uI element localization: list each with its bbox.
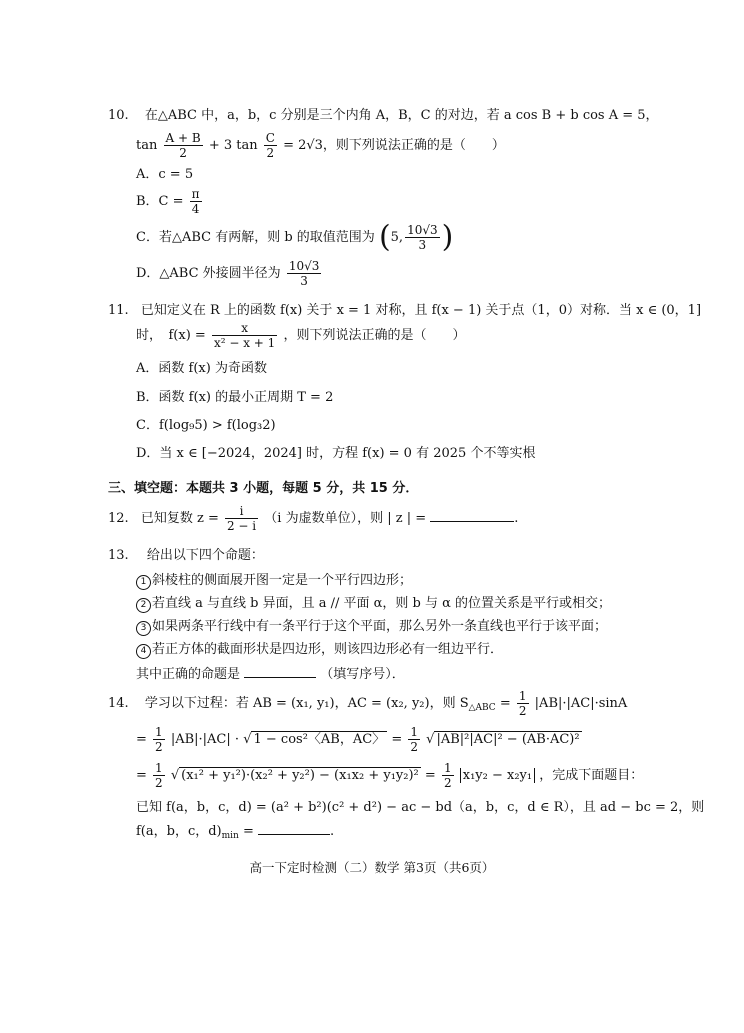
section-3-heading: 三、填空题：本题共 3 小题，每题 5 分，共 15 分． [108, 481, 419, 496]
q14-line2-product: |AB|·|AC| [170, 732, 231, 747]
q13-item-1 [136, 573, 412, 590]
q11-option-c: C．f(log₉5) > f(log₃2) [136, 418, 276, 433]
q14-line2-root-sign-1: √ [243, 732, 252, 747]
q10-number: 10. [108, 108, 129, 123]
q13-item-4-marker: 4 [136, 644, 151, 659]
q14-line2-equals: = [136, 732, 147, 747]
q10-option-b [136, 186, 204, 218]
q11-line2 [136, 320, 465, 352]
q10-option-d [136, 258, 323, 290]
q13-item-4 [136, 642, 503, 659]
q11-line1 [108, 303, 701, 319]
q11-option-d: D．当 x ∈ [−2024，2024] 时，方程 f(x) = 0 有 2025 个不等实根 [136, 446, 536, 461]
q13-answer-blank[interactable] [244, 677, 316, 678]
q10-fraction-c-over-2: $\frac{C}{2}$ [265, 131, 275, 160]
q10-option-c-label: C．若△ABC 有两解，则 b 的取值范围为 [136, 230, 375, 245]
q12-answer-blank[interactable] [430, 521, 514, 522]
q11-option-a: A．函数 f(x) 为奇函数 [136, 361, 267, 376]
q14-line2-half: $\frac{1}{2}$ [155, 725, 163, 754]
q13-item-3-text: 如果两条平行线中有一条平行于这个平面，那么另外一条直线也平行于该平面； [152, 619, 608, 634]
q12-stem-pre: 已知复数 z = [140, 511, 219, 526]
q14-line2-sqrt1: 1 − cos²〈AB，AC〉 [253, 732, 386, 747]
q13-intro-line [108, 548, 264, 564]
q14-line3-post: ，完成下面题目： [539, 768, 644, 783]
q10-stem-line2-end: = 2√3，则下列说法正确的是（ ） [283, 138, 505, 153]
q14-line2-root-sign-2: √ [426, 732, 435, 747]
q14-line2-dot: · [234, 732, 240, 747]
q14-end-period: . [330, 824, 335, 839]
q10-option-c-fraction: $\frac{10√3}{3}$ [407, 223, 438, 252]
q13-item-2-text: 若直线 a 与直线 b 异面，且 a // 平面 α，则 b 与 α 的位置关系是平行或相交； [152, 596, 612, 611]
q14-line3-equals: = [136, 768, 147, 783]
q10-option-c-lower: 5, [390, 230, 404, 245]
q14-line2-half-b: $\frac{1}{2}$ [410, 725, 419, 754]
q14-line1-pre: 学习以下过程：若 AB = (x₁, y₁)，AC = (x₂, y₂)，则 S [144, 696, 469, 711]
q11-stem-line2-end: ，则下列说法正确的是（ ） [283, 328, 466, 343]
q14-line4: 已知 f(a，b，c，d) = (a² + b²)(c² + d²) − ac − bd（a，b，c，d ∈ R），且 ad − bc = 2，则 [136, 800, 705, 815]
q14-line1-post: |AB|·|AC|·sinA [534, 696, 628, 711]
q11-fx-label: 时， f(x) = [136, 328, 206, 343]
q14-line3-equals-b: = [424, 768, 436, 783]
q11-option-b: B．函数 f(x) 的最小正周期 T = 2 [136, 390, 334, 405]
q10-line2 [136, 130, 505, 162]
q13-item-3-marker: 3 [136, 621, 151, 636]
q12-line [108, 503, 518, 535]
q14-line5-equals: = [243, 824, 254, 839]
q13-item-1-marker: 1 [136, 575, 151, 590]
q13-item-2 [136, 596, 611, 613]
q13-intro: 给出以下四个命题： [146, 548, 264, 563]
q10-line1 [108, 108, 659, 124]
q12-stem-post: （i 为虚数单位），则 | z | = [264, 511, 427, 526]
q13-item-2-marker: 2 [136, 598, 151, 613]
q14-answer-blank[interactable] [258, 834, 330, 835]
q10-option-c-paren-close: ) [441, 219, 454, 255]
q13-item-3 [136, 619, 607, 636]
q14-line1 [108, 688, 627, 724]
q13-answer-line [136, 667, 405, 683]
q14-line2 [136, 724, 582, 756]
q14-line3-half: $\frac{1}{2}$ [155, 761, 163, 790]
q13-number: 13. [108, 548, 129, 563]
q11-fraction: $\frac{x}{\text{x² − x + 1}}$ [213, 321, 276, 350]
q10-option-c [136, 220, 453, 256]
page-footer: 高一下定时检测（二）数学 第3页（共6页） [249, 860, 495, 875]
q14-line1-equals: = [499, 696, 511, 711]
q13-answer-post: （填写序号）． [320, 667, 405, 682]
q14-line2-equals-b: = [391, 732, 403, 747]
q14-line3-abs: x₁y₂ − x₂y₁ [460, 768, 535, 783]
q11-stem-line1: 已知定义在 R 上的函数 f(x) 关于 x = 1 对称，且 f(x − 1) 关于点（1，0）对称．当 x ∈ (0，1] [140, 303, 702, 318]
q11-number: 11. [108, 303, 129, 318]
q14-line3-sqrt: (x₁² + y₁²)·(x₂² + y₂²) − (x₁x₂ + y₁y₂)² [181, 768, 419, 783]
q14-line3 [136, 760, 643, 792]
q14-min-subscript: min [221, 831, 239, 841]
q10-option-d-label: D．△ABC 外接圆半径为 [136, 266, 281, 281]
q14-line5 [136, 824, 334, 844]
q10-option-c-paren-open: ( [378, 219, 391, 255]
q10-option-d-fraction: $\frac{10√3}{3}$ [288, 259, 320, 288]
q12-fraction: $\frac{i}{2 - i}$ [226, 504, 257, 533]
q14-line5-pre: f(a，b，c，d) [136, 824, 222, 839]
q10-option-b-label: B．C = [136, 194, 184, 209]
q14-line3-root-sign: √ [170, 768, 180, 783]
q10-tan-label: tan [136, 138, 158, 153]
q14-line1-half: $\frac{1}{2}$ [518, 689, 527, 718]
q10-fraction-a-plus-b: $\frac{A + B}{2}$ [165, 131, 201, 160]
q14-number: 14. [108, 696, 129, 711]
q13-item-1-text: 斜棱柱的侧面展开图一定是一个平行四边形； [152, 573, 413, 588]
q10-option-b-fraction: $\frac{\pi}{4}$ [191, 187, 200, 216]
q10-option-a: A．c = 5 [136, 167, 194, 182]
q14-line2-sqrt2: |AB|²|AC|² − (AB·AC)² [436, 732, 580, 747]
q13-answer-pre: 其中正确的命题是 [136, 667, 241, 682]
q12-end-period: . [514, 511, 519, 526]
q14-area-subscript: △ABC [468, 703, 496, 713]
q10-tan-label2: + 3 tan [208, 138, 258, 153]
q14-line3-half-b: $\frac{1}{2}$ [443, 761, 452, 790]
q10-stem-line1: 在△ABC 中，a，b，c 分别是三个内角 A，B，C 的对边，若 a cos B + b cos A = 5， [144, 108, 659, 123]
q13-item-4-text: 若正方体的截面形状是四边形，则该四边形必有一组边平行． [152, 642, 504, 657]
q12-number: 12. [108, 511, 129, 526]
